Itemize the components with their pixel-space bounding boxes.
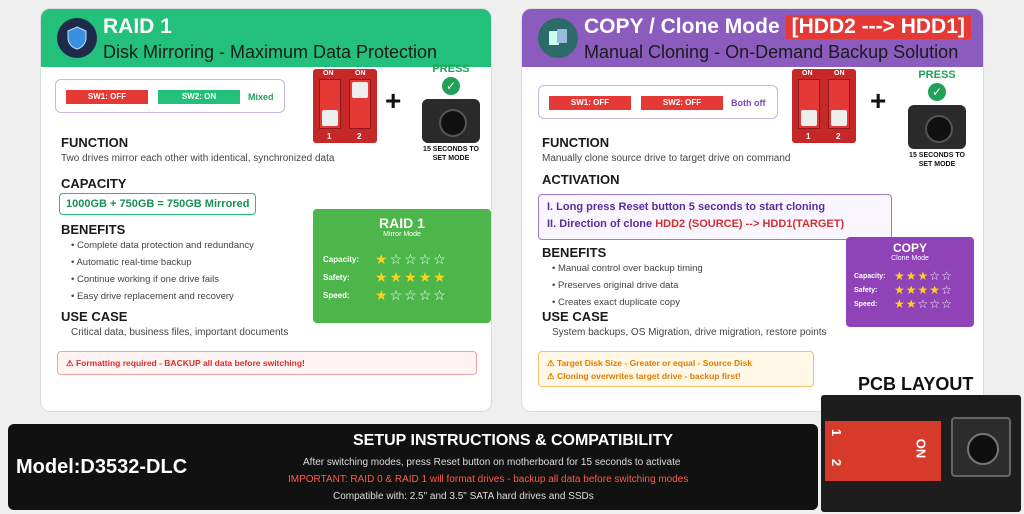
dip-slot-1 xyxy=(798,79,820,129)
usecase-text: Critical data, business files, important documents xyxy=(71,327,289,338)
copy-header xyxy=(522,9,983,67)
copy-subtitle: Manual Cloning - On-Demand Backup Solution xyxy=(584,42,959,62)
tactile-button-icon xyxy=(908,105,966,149)
star-empty-icon: ☆ xyxy=(941,283,953,297)
star-empty-icon: ☆ xyxy=(433,251,448,267)
dip-num: 2 xyxy=(357,132,362,141)
pcb-reset-button xyxy=(951,417,1011,477)
press-note: SET MODE xyxy=(432,155,470,162)
pcb-title: PCB LAYOUT xyxy=(858,374,974,394)
warning-line: ⚠ Target Disk Size - Greater or equal - Source Disk xyxy=(547,358,752,368)
press-label: PRESS xyxy=(432,63,470,75)
star-empty-icon: ☆ xyxy=(917,297,930,311)
rating-label: Capacity: xyxy=(854,273,886,280)
star-empty-icon: ☆ xyxy=(929,269,942,283)
star-filled-icon: ★ xyxy=(404,269,419,285)
rating-label: Safety: xyxy=(854,287,878,294)
sw2-indicator: SW2: OFF xyxy=(641,96,723,110)
function-heading: FUNCTION xyxy=(542,135,610,150)
star-empty-icon: ☆ xyxy=(941,297,953,311)
important-line: IMPORTANT: RAID 0 & RAID 1 will format drives - backup all data before switching modes xyxy=(288,474,689,485)
sw1-indicator: SW1: OFF xyxy=(66,90,148,104)
star-filled-icon: ★ xyxy=(418,269,434,285)
star-filled-icon: ★ xyxy=(894,269,906,283)
dip-on-label: ON xyxy=(802,70,813,77)
shield-icon xyxy=(57,18,97,58)
clone-direction-badge: [HDD2 ---> HDD1] xyxy=(786,15,971,39)
pcb-label: 1 xyxy=(829,428,845,437)
activation-step-1: I. Long press Reset button 5 seconds to start cloning xyxy=(547,201,826,213)
raid1-card xyxy=(40,8,492,412)
capacity-stars xyxy=(894,269,953,283)
dip-on-label: ON xyxy=(834,70,845,77)
check-icon: ✓ xyxy=(928,83,946,101)
press-label: PRESS xyxy=(918,69,956,81)
benefits-heading: BENEFITS xyxy=(61,222,126,237)
benefits-list xyxy=(71,240,254,308)
pcb-label: 2 xyxy=(829,458,845,467)
warning-line: ⚠ Cloning overwrites target drive - backup first! xyxy=(547,371,741,381)
raid1-title: RAID 1 xyxy=(103,15,172,38)
setup-line: After switching modes, press Reset button on motherboard for 15 seconds to activate xyxy=(303,457,681,468)
star-empty-icon: ☆ xyxy=(929,297,942,311)
star-filled-icon: ★ xyxy=(905,269,918,283)
reset-button-graphic xyxy=(894,69,980,169)
check-icon: ✓ xyxy=(442,77,460,95)
star-empty-icon: ☆ xyxy=(418,251,434,267)
setup-banner xyxy=(8,424,818,510)
usecase-text: System backups, OS Migration, drive migration, restore points xyxy=(552,327,827,338)
dip-slot-2 xyxy=(828,79,850,129)
copy-title xyxy=(584,15,971,39)
safety-stars xyxy=(894,283,953,297)
raid1-subtitle: Disk Mirroring - Maximum Data Protection xyxy=(103,42,438,62)
star-filled-icon: ★ xyxy=(375,251,390,267)
list-item: • Complete data protection and redundancy xyxy=(71,240,254,251)
dip-num: 1 xyxy=(327,132,332,141)
rating-label: Safety: xyxy=(323,273,350,282)
star-empty-icon: ☆ xyxy=(389,251,405,267)
capacity-stars xyxy=(375,251,448,268)
setup-heading: SETUP INSTRUCTIONS & COMPATIBILITY xyxy=(353,432,674,449)
raid1-rating-card xyxy=(313,209,491,323)
dip-num: 1 xyxy=(806,132,811,141)
dip-slot-1 xyxy=(319,79,341,129)
star-filled-icon: ★ xyxy=(375,269,390,285)
clone-warning xyxy=(538,351,814,387)
star-empty-icon: ☆ xyxy=(404,251,419,267)
speed-stars xyxy=(375,287,448,304)
capacity-value: 1000GB + 750GB = 750GB Mirrored xyxy=(59,193,256,215)
rating-subtitle: Mirror Mode xyxy=(383,231,421,238)
tactile-button-icon xyxy=(422,99,480,143)
press-note: 15 SECONDS TO xyxy=(909,152,965,159)
star-filled-icon: ★ xyxy=(929,283,942,297)
plus-icon: + xyxy=(870,85,887,116)
rating-title: COPY xyxy=(892,241,927,255)
pcb-dip-switch xyxy=(825,421,941,481)
safety-stars xyxy=(375,269,448,286)
format-warning: ⚠ Formatting required - BACKUP all data before switching! xyxy=(57,351,477,375)
pcb-on-label: ON xyxy=(913,438,929,459)
star-filled-icon: ★ xyxy=(917,283,930,297)
star-filled-icon: ★ xyxy=(375,287,390,303)
star-filled-icon: ★ xyxy=(389,269,405,285)
dip-num: 2 xyxy=(836,132,841,141)
list-item: • Easy drive replacement and recovery xyxy=(71,291,254,302)
dip-switch xyxy=(792,69,856,143)
benefits-list xyxy=(552,263,703,314)
list-item: • Manual control over backup timing xyxy=(552,263,703,274)
star-filled-icon: ★ xyxy=(905,297,918,311)
raid1-header xyxy=(41,9,491,67)
dip-switch xyxy=(313,69,377,143)
copy-title-text: COPY / Clone Mode xyxy=(584,15,780,38)
dip-slot-2 xyxy=(349,79,371,129)
function-heading: FUNCTION xyxy=(61,135,129,150)
function-text: Two drives mirror each other with identical, synchronized data xyxy=(61,153,335,164)
list-item: • Automatic real-time backup xyxy=(71,257,254,268)
switch-settings xyxy=(538,85,778,119)
pcb-photo xyxy=(821,395,1021,512)
activation-step-2 xyxy=(547,216,883,233)
usecase-heading: USE CASE xyxy=(542,309,609,324)
star-filled-icon: ★ xyxy=(894,283,906,297)
benefits-heading: BENEFITS xyxy=(542,245,607,260)
model-label: Model:D3532-DLC xyxy=(16,456,188,478)
press-note: SET MODE xyxy=(918,161,956,168)
star-empty-icon: ☆ xyxy=(418,287,434,303)
star-filled-icon: ★ xyxy=(917,269,930,283)
dip-on-label: ON xyxy=(323,70,334,77)
star-empty-icon: ☆ xyxy=(389,287,405,303)
star-empty-icon: ☆ xyxy=(941,269,953,283)
plus-icon: + xyxy=(385,85,402,116)
clone-icon xyxy=(538,18,578,58)
star-filled-icon: ★ xyxy=(905,283,918,297)
mode-label: Mixed xyxy=(248,92,274,102)
function-text: Manually clone source drive to target drive on command xyxy=(542,153,791,164)
activation-heading: ACTIVATION xyxy=(542,172,620,187)
clone-direction: HDD2 (SOURCE) --> HDD1(TARGET) xyxy=(655,218,845,230)
press-note: 15 SECONDS TO xyxy=(423,146,479,153)
list-item: • Preserves original drive data xyxy=(552,280,703,291)
switch-settings xyxy=(55,79,285,113)
activation-steps xyxy=(538,194,892,240)
sw1-indicator: SW1: OFF xyxy=(549,96,631,110)
rating-label: Speed: xyxy=(854,301,878,308)
mode-label: Both off xyxy=(731,98,766,108)
rating-label: Capacity: xyxy=(323,255,360,264)
usecase-heading: USE CASE xyxy=(61,309,128,324)
list-item: • Continue working if one drive fails xyxy=(71,274,254,285)
copy-card xyxy=(521,8,984,412)
sw2-indicator: SW2: ON xyxy=(158,90,240,104)
rating-label: Speed: xyxy=(323,291,350,300)
capacity-heading: CAPACITY xyxy=(61,176,127,191)
star-filled-icon: ★ xyxy=(433,269,448,285)
rating-title: RAID 1 xyxy=(379,215,425,231)
speed-stars xyxy=(894,297,953,311)
list-item: • Creates exact duplicate copy xyxy=(552,297,703,308)
compat-line: Compatible with: 2.5" and 3.5" SATA hard drives and SSDs xyxy=(333,491,594,502)
star-empty-icon: ☆ xyxy=(433,287,448,303)
rating-subtitle: Clone Mode xyxy=(891,255,929,262)
dip-on-label: ON xyxy=(355,70,366,77)
star-empty-icon: ☆ xyxy=(404,287,419,303)
star-filled-icon: ★ xyxy=(894,297,906,311)
step-2-text: II. Direction of clone xyxy=(547,218,656,230)
copy-rating-card xyxy=(846,237,974,327)
reset-button-graphic xyxy=(413,63,489,163)
